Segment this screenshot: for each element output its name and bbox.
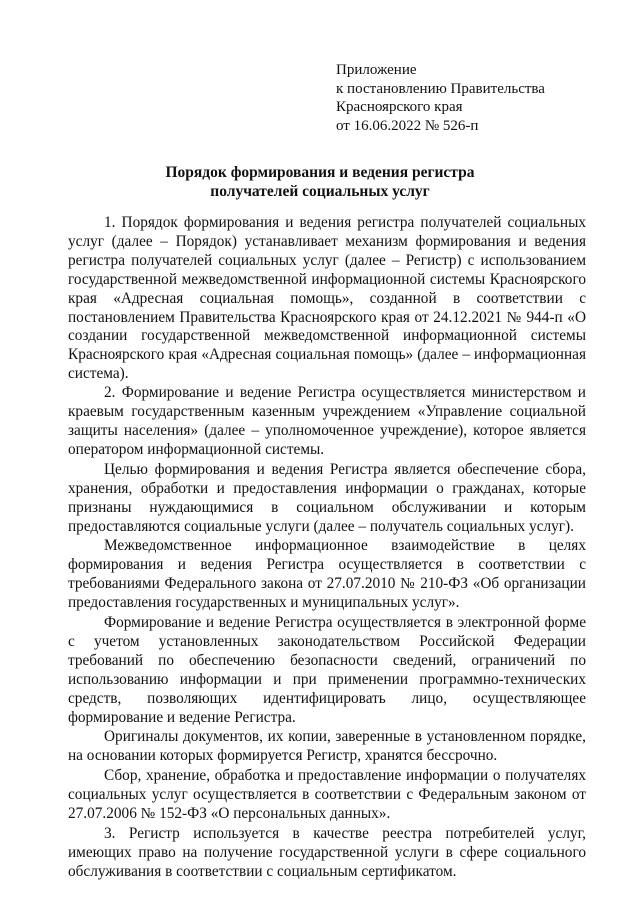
- paragraph-5: Формирование и ведение Регистра осуществляется в электронной форме с учетом установленных законодательством Российской Федерации требований по обеспечению безопасности сведений, ограничений по использованию информации и при применении программно-технических средств, позволяющих идентифицировать лицо, осуществляющее формирование и ведение Регистра.: [68, 614, 586, 726]
- document-body: [68, 214, 586, 882]
- paragraph-4: Межведомственное информационное взаимодействие в целях формирования и ведения Регистра осуществляется в соответствии с требованиями Федерального закона от 27.07.2010 № 210-ФЗ «Об организации предоставления государственных и муниципальных услуг».: [68, 537, 586, 612]
- paragraph-2: 2. Формирование и ведение Регистра осуществляется министерством и краевым государственным казенным учреждением «Управление социальной защиты населения» (далее – уполномоченное учреждение), которое является оператором информационной системы.: [68, 384, 586, 458]
- paragraph-1: 1. Порядок формирования и ведения регистра получателей социальных услуг (далее – Порядок) устанавливает механизм формирования и ведения регистра получателей социальных услуг (далее – Регистр) с использованием государственной межведомственной информационной системы Красноярского края «Адресная социальная помощь», созданной в соответствии с постановлением Правительства Красноярского края от 24.12.2021 № 944-п «О создании государственной межведомственной информационной системы Красноярского края «Адресная социальная помощь» (далее – информационная система).: [68, 214, 586, 383]
- paragraph-7: Сбор, хранение, обработка и предоставление информации о получателях социальных услуг осуществляется в соответствии с Федеральным законом от 27.07.2006 № 152-ФЗ «О персональных данных».: [68, 767, 586, 823]
- paragraph-6: Оригиналы документов, их копии, заверенные в установленном порядке, на основании которых формируется Регистр, хранятся бессрочно.: [68, 728, 586, 765]
- title-line-1: Порядок формирования и ведения регистра: [165, 164, 475, 181]
- document-title: [60, 163, 580, 201]
- annex-line-2: к постановлению Правительства: [336, 80, 545, 97]
- paragraph-8: 3. Регистр используется в качестве реестра потребителей услуг, имеющих право на получение государственной услуги в сфере социального обслуживания в соответствии с социальным сертификатом.: [68, 825, 586, 880]
- title-line-2: получателей социальных услуг: [210, 183, 430, 200]
- annex-line-4: от 16.06.2022 № 526-п: [336, 117, 479, 134]
- annex-line-3: Красноярского края: [336, 99, 463, 115]
- annex-line-1: Приложение: [336, 62, 417, 78]
- paragraph-3: Целью формирования и ведения Регистра является обеспечение сбора, хранения, обработки и предоставления информации о гражданах, которые признаны нуждающимися в социальном обслуживании и которым предоставляются социальные услуги (далее – получатель социальных услуг).: [68, 460, 586, 535]
- annex-block: [336, 61, 626, 135]
